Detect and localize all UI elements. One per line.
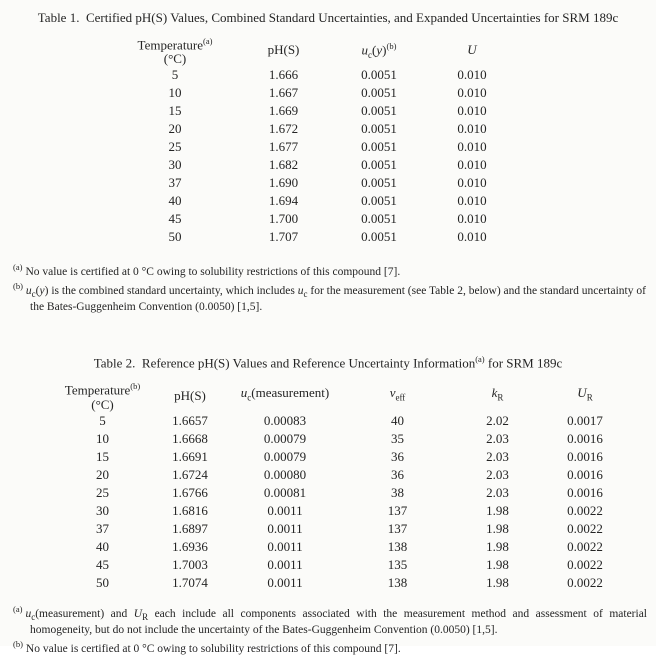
cell-ph: 1.7003 xyxy=(172,556,208,572)
cell-temp: 40 xyxy=(96,538,109,554)
col-header-temperature xyxy=(115,34,235,66)
uc-symbol: u xyxy=(25,607,32,620)
cell-UR: 0.0022 xyxy=(567,574,603,590)
footnote-a xyxy=(13,603,647,638)
uc-subscript: c xyxy=(31,288,36,299)
temperature-label xyxy=(115,34,235,52)
cell-kR: 1.98 xyxy=(486,520,509,536)
cell-uc: 0.0051 xyxy=(361,193,397,209)
k-symbol: k xyxy=(491,385,498,401)
footnote-b-text: No value is certified at 0 °C owing to solubility restrictions of this compound [7]. xyxy=(25,642,401,655)
table-row xyxy=(115,102,518,120)
table1 xyxy=(115,34,518,246)
cell-kR: 2.03 xyxy=(486,466,509,482)
cell-U: 0.010 xyxy=(457,211,487,227)
cell-temp: 5 xyxy=(171,67,179,83)
table-row xyxy=(55,412,630,430)
cell-temp: 37 xyxy=(96,520,109,536)
uc-subscript: c xyxy=(368,49,373,60)
cell-U: 0.010 xyxy=(457,193,487,209)
cell-U: 0.010 xyxy=(457,85,487,101)
cell-temp: 25 xyxy=(96,484,109,500)
cell-uc: 0.00080 xyxy=(263,466,307,482)
cell-kR: 1.98 xyxy=(486,574,509,590)
cell-uc: 0.0051 xyxy=(361,157,397,173)
cell-uc: 0.0051 xyxy=(361,211,397,227)
table-row xyxy=(55,538,630,556)
table-row xyxy=(115,138,518,156)
footnote-a-marker: (a) xyxy=(13,603,23,614)
cell-U: 0.010 xyxy=(457,157,487,173)
table-row xyxy=(55,466,630,484)
U-symbol: U xyxy=(577,385,587,401)
table2-footnotes xyxy=(13,603,647,656)
footnote-b xyxy=(13,638,647,656)
cell-ph: 1.6691 xyxy=(172,448,208,464)
table2-title-suffix: for SRM 189c xyxy=(484,355,563,371)
table-row xyxy=(115,120,518,138)
cell-temp: 30 xyxy=(96,502,109,518)
table2-header-row xyxy=(55,379,630,411)
U-symbol: U xyxy=(133,607,143,620)
uc-symbol: u xyxy=(297,284,304,297)
cell-UR: 0.0016 xyxy=(567,448,603,464)
table-row xyxy=(55,574,630,592)
footnote-a-text: No value is certified at 0 °C owing to solubility restrictions of this compound [7]. xyxy=(25,266,401,279)
cell-ph: 1.707 xyxy=(268,229,299,245)
cell-uc: 0.0051 xyxy=(361,175,397,191)
cell-kR: 2.03 xyxy=(486,484,509,500)
cell-kR: 1.98 xyxy=(486,556,509,572)
footnote-a-marker: (a) xyxy=(13,262,23,273)
table2-title xyxy=(0,351,656,371)
cell-UR: 0.0016 xyxy=(567,466,603,482)
table-row xyxy=(115,156,518,174)
y-symbol: y xyxy=(39,284,45,297)
uc-symbol: u xyxy=(25,284,32,297)
cell-uc: 0.0011 xyxy=(267,574,303,590)
footnote-marker-b-ref: (b) xyxy=(130,381,141,392)
footnote-b-text-1: ) is the combined standard uncertainty, which includes xyxy=(44,284,298,297)
cell-ph: 1.672 xyxy=(268,121,299,137)
nu-subscript: eff xyxy=(395,392,406,403)
uc-symbol: u xyxy=(361,42,369,58)
uc-symbol: u xyxy=(240,385,248,401)
cell-uc: 0.0011 xyxy=(267,502,303,518)
cell-veff: 35 xyxy=(391,430,404,446)
cell-temp: 45 xyxy=(96,556,109,572)
cell-uc: 0.0051 xyxy=(361,229,397,245)
table-row xyxy=(55,484,630,502)
col-header-temperature xyxy=(55,379,150,411)
cell-veff: 36 xyxy=(391,466,404,482)
nu-symbol: ν xyxy=(389,385,396,401)
temperature-unit: (°C) xyxy=(91,396,114,412)
cell-temp: 25 xyxy=(168,139,182,155)
cell-uc: 0.0011 xyxy=(267,538,303,554)
cell-uc: 0.00081 xyxy=(263,484,307,500)
uc-arg: y xyxy=(376,42,383,58)
cell-ph: 1.677 xyxy=(268,139,299,155)
cell-uc: 0.0051 xyxy=(361,139,397,155)
cell-UR: 0.0022 xyxy=(567,502,603,518)
table2-title-text: Table 2. Reference pH(S) Values and Reference Uncertainty Information xyxy=(93,355,476,371)
table1-header-row xyxy=(115,34,518,66)
uc-paren-open: ( xyxy=(372,42,377,58)
cell-ph: 1.690 xyxy=(268,175,299,191)
U-subscript: R xyxy=(142,611,149,622)
cell-ph: 1.6766 xyxy=(172,484,208,500)
footnote-a xyxy=(13,261,647,279)
cell-uc: 0.0051 xyxy=(361,67,397,83)
cell-uc: 0.0051 xyxy=(361,103,397,119)
footnote-marker-b-ref: (b) xyxy=(386,40,397,51)
cell-uc: 0.00079 xyxy=(263,430,307,446)
cell-UR: 0.0022 xyxy=(567,520,603,536)
cell-veff: 40 xyxy=(391,412,404,428)
cell-UR: 0.0016 xyxy=(567,484,603,500)
cell-veff: 138 xyxy=(387,574,408,590)
footnote-b-marker: (b) xyxy=(13,280,23,291)
table-row xyxy=(55,556,630,574)
cell-ph: 1.6936 xyxy=(172,538,208,554)
cell-UR: 0.0016 xyxy=(567,430,603,446)
table-row xyxy=(55,430,630,448)
cell-U: 0.010 xyxy=(457,139,487,155)
paren-open: ( xyxy=(35,284,40,297)
cell-uc: 0.00079 xyxy=(263,448,307,464)
cell-uc: 0.0051 xyxy=(361,85,397,101)
cell-temp: 15 xyxy=(168,103,182,119)
ph-label-text: pH(S) xyxy=(174,387,206,403)
cell-U: 0.010 xyxy=(457,121,487,137)
cell-temp: 50 xyxy=(96,574,109,590)
cell-veff: 135 xyxy=(387,556,408,572)
table1-footnotes xyxy=(13,261,647,315)
table2 xyxy=(55,379,630,591)
cell-ph: 1.700 xyxy=(268,211,299,227)
cell-ph: 1.6816 xyxy=(172,502,208,518)
cell-ph: 1.6897 xyxy=(172,520,208,536)
cell-veff: 38 xyxy=(391,484,404,500)
cell-temp: 10 xyxy=(168,85,182,101)
cell-temp: 40 xyxy=(168,193,182,209)
cell-ph: 1.669 xyxy=(268,103,299,119)
cell-UR: 0.0017 xyxy=(567,412,603,428)
col-header-UR xyxy=(540,379,630,411)
col-header-uc-measurement xyxy=(230,379,340,411)
table-row xyxy=(115,192,518,210)
cell-U: 0.010 xyxy=(457,229,487,245)
cell-temp: 37 xyxy=(168,175,182,191)
cell-uc: 0.0011 xyxy=(267,520,303,536)
table-row xyxy=(115,66,518,84)
cell-veff: 137 xyxy=(387,502,408,518)
cell-kR: 2.03 xyxy=(486,448,509,464)
U-symbol: U xyxy=(467,42,477,58)
cell-UR: 0.0022 xyxy=(567,556,603,572)
footnote-a-text-1: (measurement) and xyxy=(35,607,134,620)
cell-veff: 137 xyxy=(387,520,408,536)
cell-U: 0.010 xyxy=(457,175,487,191)
cell-uc: 0.0011 xyxy=(267,556,303,572)
cell-U: 0.010 xyxy=(457,103,487,119)
U-subscript: R xyxy=(586,392,593,403)
cell-temp: 20 xyxy=(168,121,182,137)
uc-subscript: c xyxy=(303,288,308,299)
cell-UR: 0.0022 xyxy=(567,538,603,554)
cell-ph: 1.6657 xyxy=(172,412,208,428)
cell-kR: 1.98 xyxy=(486,502,509,518)
cell-temp: 50 xyxy=(168,229,182,245)
table-row xyxy=(115,210,518,228)
cell-veff: 36 xyxy=(391,448,404,464)
cell-temp: 45 xyxy=(168,211,182,227)
cell-ph: 1.667 xyxy=(268,85,299,101)
cell-kR: 1.98 xyxy=(486,538,509,554)
col-header-veff xyxy=(340,379,455,411)
k-subscript: R xyxy=(497,392,504,403)
cell-temp: 5 xyxy=(99,412,106,428)
footnote-marker-a-ref: (a) xyxy=(203,36,213,46)
table-row xyxy=(55,502,630,520)
uc-subscript: c xyxy=(247,392,252,403)
footnote-b-text-2: for the measurement (see Table 2, below) and the standard uncertainty of the Bates-Guggenheim Convention (0.0050) [1,5]. xyxy=(30,284,646,314)
cell-temp: 10 xyxy=(96,430,109,446)
footnote-a-text-2: each include all components associated with the measurement method and assessment of material homogeneity, but do not include the uncertainty of the Bates-Guggenheim Convention (0.0050) [1,5]. xyxy=(30,607,647,637)
table-row xyxy=(55,448,630,466)
footnote-b xyxy=(13,280,647,315)
table-row xyxy=(115,228,518,246)
uc-arg: (measurement) xyxy=(251,385,330,401)
cell-ph: 1.682 xyxy=(268,157,299,173)
footnote-b-marker: (b) xyxy=(13,639,23,650)
cell-ph: 1.7074 xyxy=(172,574,208,590)
temperature-label-text: Temperature xyxy=(64,382,131,398)
cell-ph: 1.694 xyxy=(268,193,299,209)
cell-temp: 20 xyxy=(96,466,109,482)
cell-ph: 1.6724 xyxy=(172,466,208,482)
cell-ph: 1.666 xyxy=(268,67,299,83)
cell-kR: 2.02 xyxy=(486,412,509,428)
temperature-label-text: Temperature xyxy=(137,37,204,53)
uc-subscript: c xyxy=(31,611,36,622)
table-row xyxy=(55,520,630,538)
cell-kR: 2.03 xyxy=(486,430,509,446)
cell-ph: 1.6668 xyxy=(172,430,208,446)
temperature-label xyxy=(55,379,150,397)
col-header-U xyxy=(426,34,518,66)
footnote-marker-a-ref: (a) xyxy=(475,354,485,365)
cell-uc: 0.0051 xyxy=(361,121,397,137)
col-header-ph xyxy=(235,34,332,66)
cell-temp: 30 xyxy=(168,157,182,173)
col-header-uc xyxy=(332,34,426,66)
ph-label-text: pH(S) xyxy=(267,42,300,58)
cell-temp: 15 xyxy=(96,448,109,464)
col-header-kR xyxy=(455,379,540,411)
cell-uc: 0.00083 xyxy=(263,412,307,428)
uc-paren-close: ) xyxy=(382,42,387,58)
col-header-ph xyxy=(150,379,230,411)
table1-title: Table 1. Certified pH(S) Values, Combined Standard Uncertainties, and Expanded Uncertainties for SRM 189c xyxy=(37,10,619,25)
cell-veff: 138 xyxy=(387,538,408,554)
temperature-unit: (°C) xyxy=(163,51,187,67)
cell-U: 0.010 xyxy=(457,67,487,83)
table-row xyxy=(115,84,518,102)
table-row xyxy=(115,174,518,192)
